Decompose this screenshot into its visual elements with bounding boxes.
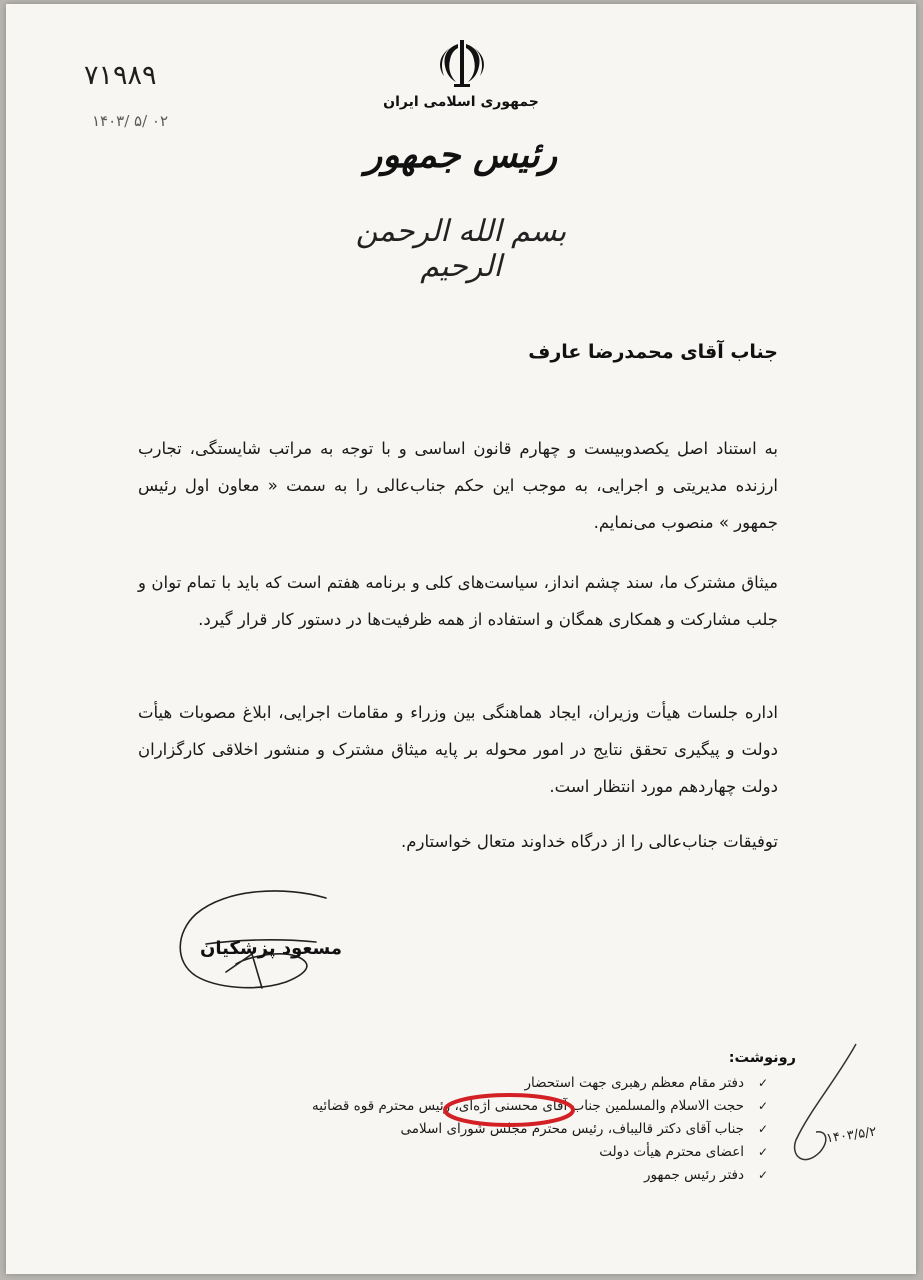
letter-number: ۷۱۹۸۹ <box>84 60 157 91</box>
list-item: ✓ دفتر رئیس جمهور <box>312 1164 768 1187</box>
cc-title: رونوشت: <box>728 1050 796 1066</box>
highlight-circle <box>442 1092 576 1128</box>
initials-mark <box>786 1040 896 1190</box>
addressee: جناب آقای محمدرضا عارف <box>528 341 778 363</box>
cc-list <box>312 1072 768 1187</box>
emblem-icon <box>432 34 492 94</box>
check-icon: ✓ <box>757 1099 768 1113</box>
check-icon: ✓ <box>757 1145 768 1159</box>
paragraph-mandate: میثاق مشترک ما، سند چشم انداز، سیاست‌های کلی و برنامه هفتم است که باید با تمام توان و جلب مشارکت و همکاری همگان و استفاده از همه ظرفیت‌ها در دستور کار قرار گیرد. <box>138 573 778 629</box>
closing-line: توفیقات جناب‌عالی را از درگاه خداوند متعال خواستارم. <box>401 832 778 851</box>
check-icon: ✓ <box>757 1076 768 1090</box>
signatory-name: مسعود پزشکیان <box>199 938 342 959</box>
letter-page <box>6 4 916 1274</box>
list-item: ✓ جناب آقای دکتر قالیباف، رئیس محترم مجلس شورای اسلامی <box>312 1118 768 1141</box>
list-item: ✓ دفتر مقام معظم رهبری جهت استحضار <box>312 1072 768 1095</box>
list-item: ✓ اعضای محترم هیأت دولت <box>312 1141 768 1164</box>
check-icon: ✓ <box>757 1168 768 1182</box>
stamp-date: ۱۴۰۳/۵/۲ <box>825 1124 878 1147</box>
paragraph-appointment: به استناد اصل یکصدوبیست و چهارم قانون اساسی و با توجه به مراتب شایستگی، تجارب ارزنده مدیریتی و اجرایی، به موجب این حکم جناب‌عالی را به سمت « معاون اول رئیس جمهور » منصوب می‌نمایم. <box>138 439 778 532</box>
country-name: جمهوری اسلامی ایران <box>383 94 539 110</box>
basmala: بسم الله الرحمن الرحیم <box>355 214 567 284</box>
office-title: رئیس جمهور <box>364 134 558 176</box>
letter-date: ۱۴۰۳/ ۵/ ۰۲ <box>92 112 169 130</box>
paragraph-duties: اداره جلسات هیأت وزیران، ایجاد هماهنگی بین وزراء و مقامات اجرایی، ابلاغ مصوبات هیأت دولت و پیگیری تحقق نتایج در امور محوله بر پایه میثاق مشترک و منشور اخلاقی کارگزاران دولت چهاردهم مورد انتظار است. <box>138 703 778 796</box>
list-item: ✓ حجت الاسلام والمسلمین جناب آقای محسنی اژه‌ای، رئیس محترم قوه قضائیه <box>312 1095 768 1118</box>
check-icon: ✓ <box>757 1122 768 1136</box>
